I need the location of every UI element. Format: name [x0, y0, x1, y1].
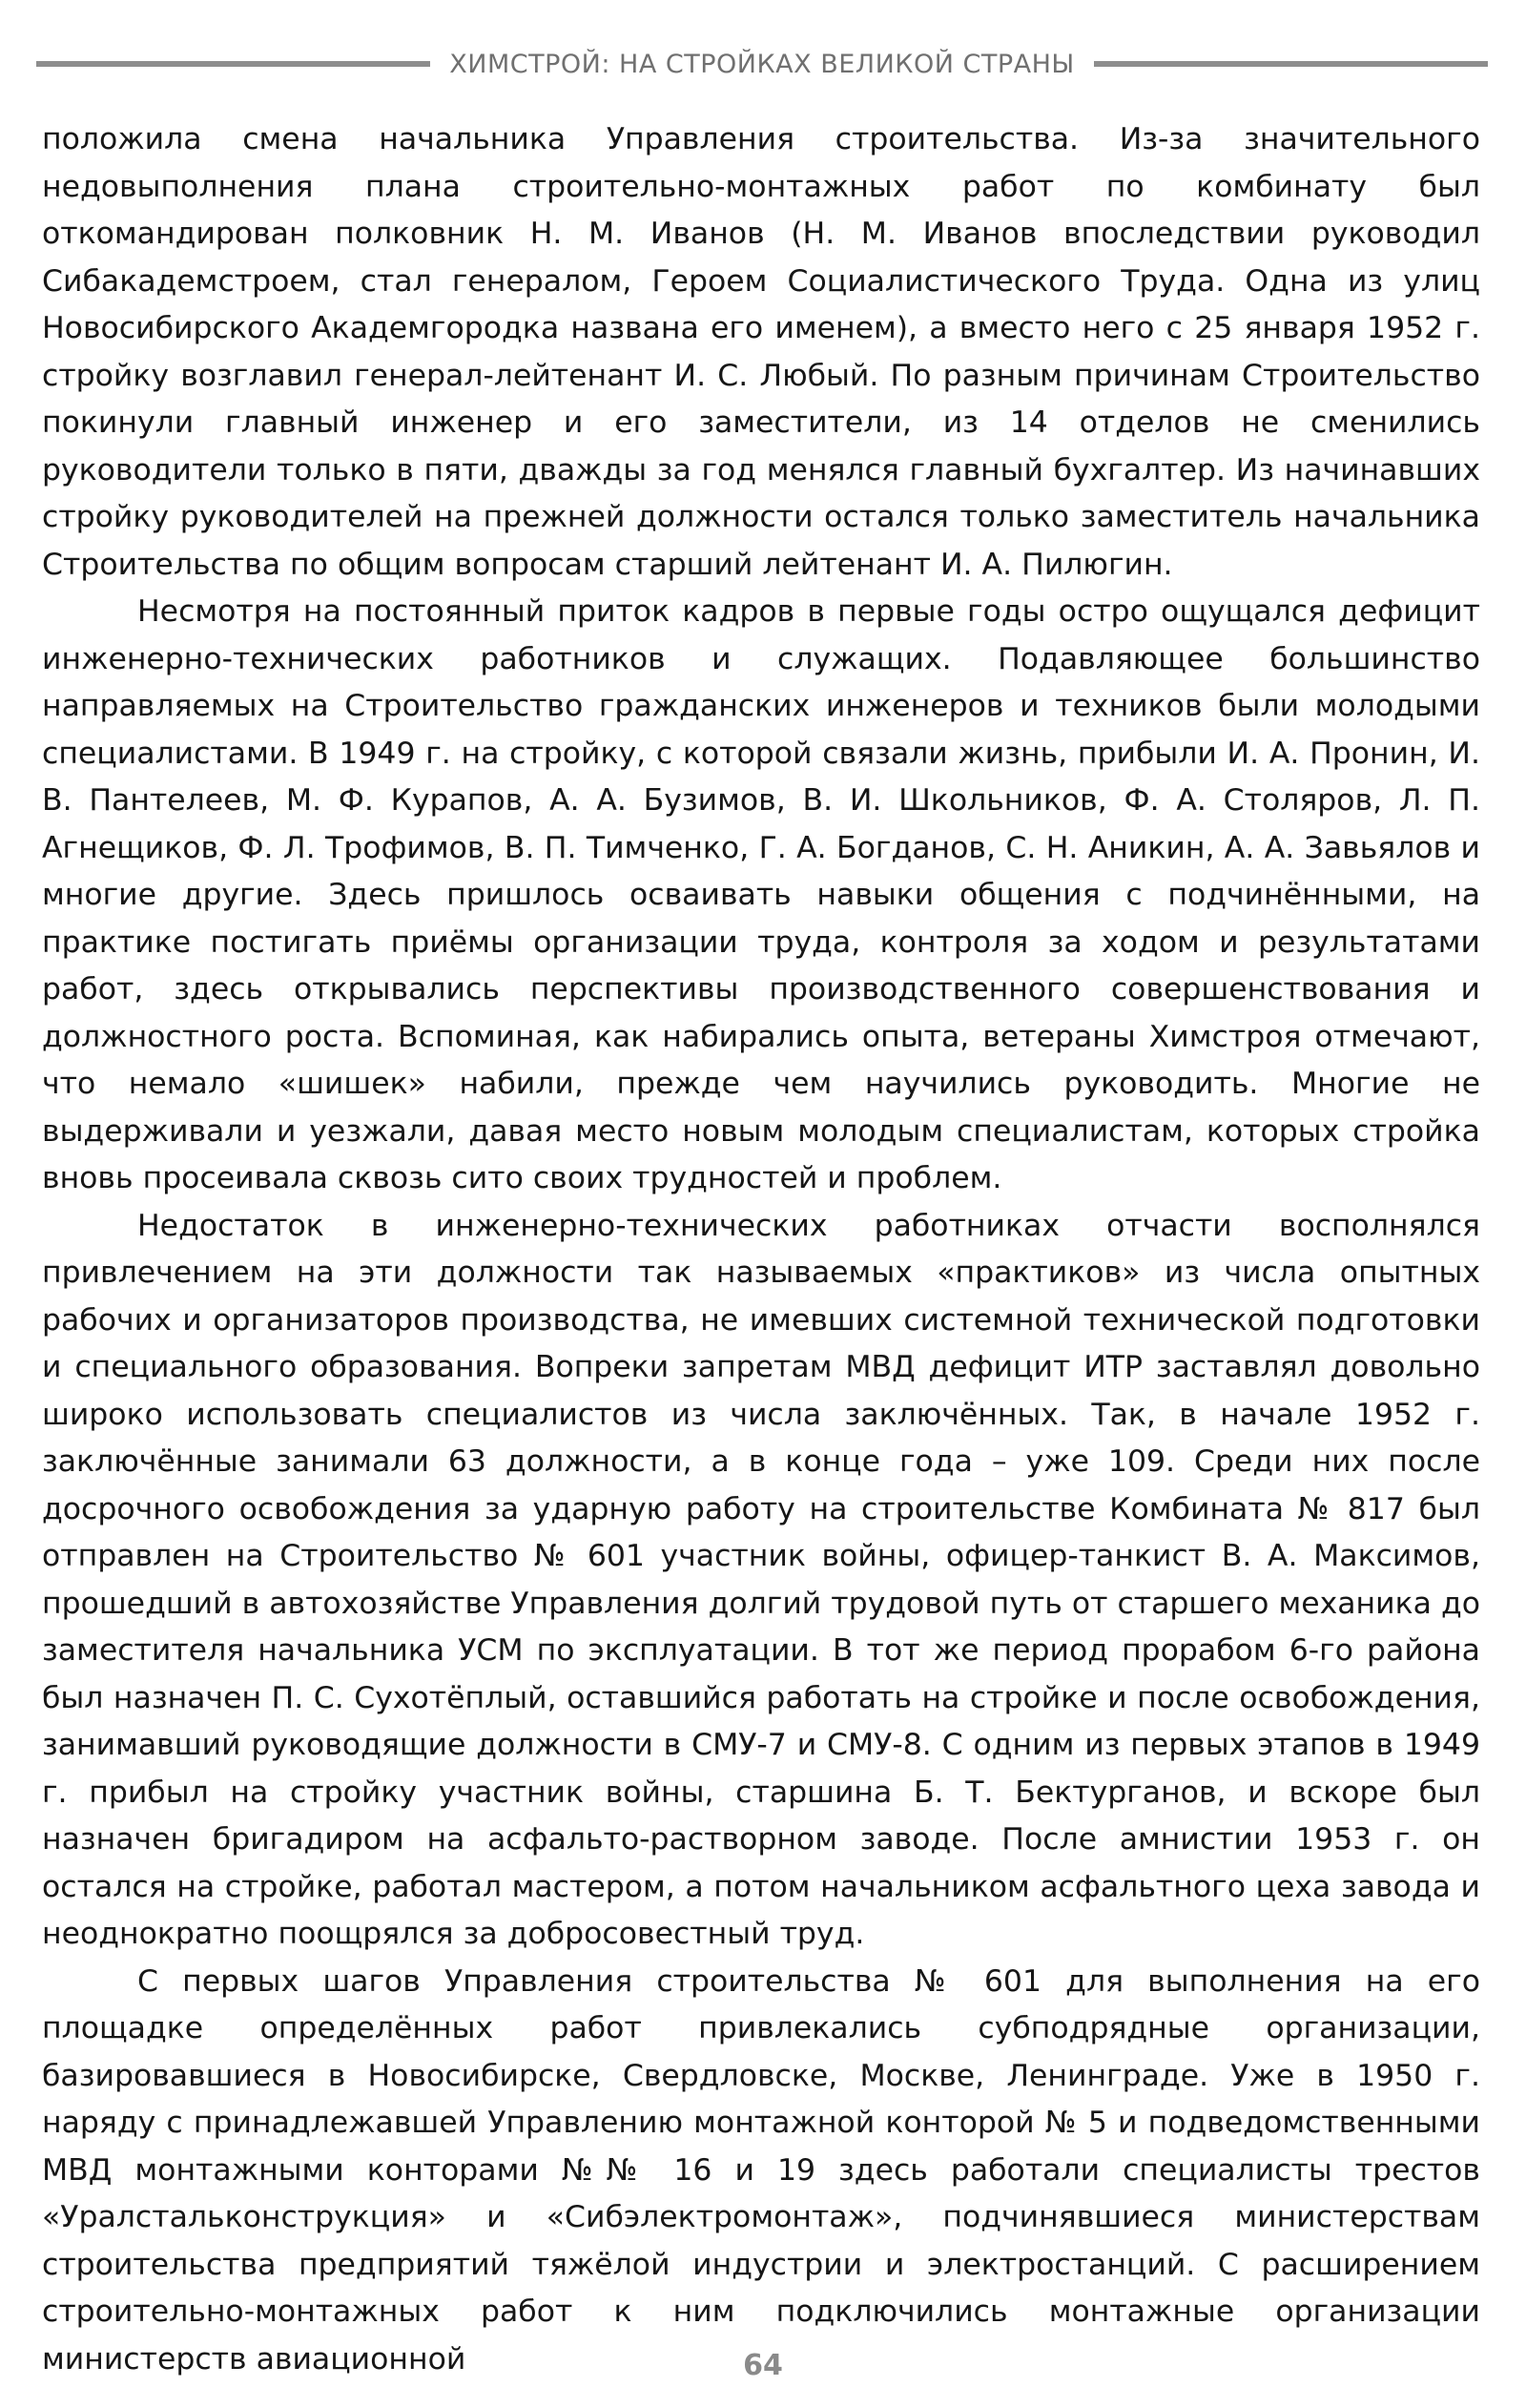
paragraph: Недостаток в инженерно-технических работниках отчасти восполнялся привлечением на эти должности так называемых «практиков» из числа опытных рабочих и организаторов производства, не имевших системной технической подготовки и специального образования. Вопреки запретам МВД дефицит ИТР заставлял довольно широко использовать специалистов из числа заключённых. Так, в начале 1952 г. заключённые занимали 63 должности, а в конце года – уже 109. Среди них после досрочного освобождения за ударную работу на строительстве Комбината № 817 был отправлен на Строительство № 601 участник войны, офицер-танкист В. А. Максимов, прошедший в автохозяйстве Управления долгий трудовой путь от старшего механика до заместителя начальника УСМ по эксплуатации. В тот же период прорабом 6-го района был назначен П. С. Сухотёплый, оставшийся работать на стройке и после освобождения, занимавший руководящие должности в СМУ-7 и СМУ-8. С одним из первых этапов в 1949 г. прибыл на стройку участник войны, старшина Б. Т. Бектурганов, и вскоре был назначен бригадиром на асфальто-растворном заводе. После амнистии 1953 г. он остался на стройке, работал мастером, а потом начальником асфальтного цеха завода и неоднократно поощрялся за добросовестный труд. — [42, 1208, 1481, 1951]
running-header-title: ХИМСТРОЙ: НА СТРОЙКАХ ВЕЛИКОЙ СТРАНЫ — [449, 49, 1075, 79]
header-rule-left — [36, 61, 430, 67]
page-number: 64 — [743, 2349, 783, 2382]
paragraph: С первых шагов Управления строительства № 601 для выполнения на его площадке определённых работ привлекались субподрядные организации, базировавшиеся в Новосибирске, Свердловске, Москве, Ленинграде. Уже в 1950 г. наряду с принадлежавшей Управлению монтажной конторой № 5 и подведомственными МВД монтажными конторами №№ 16 и 19 здесь работали специалисты трестов «Уралстальконструкция» и «Сибэлектромонтаж», подчинявшиеся министерствам строительства предприятий тяжёлой индустрии и электростанций. С расширением строительно-монтажных работ к ним подключились монтажные организации министерств авиационной — [42, 1963, 1480, 2377]
running-header — [36, 40, 1488, 88]
body-text — [42, 116, 1480, 2383]
paragraph: Несмотря на постоянный приток кадров в первые годы остро ощущался дефицит инженерно-технических работников и служащих. Подавляющее большинство направляемых на Строительство гражданских инженеров и техников были молодыми специалистами. В 1949 г. на стройку, с которой связали жизнь, прибыли И. А. Пронин, И. В. Пантелеев, М. Ф. Курапов, А. А. Бузимов, В. И. Школьников, Ф. А. Столяров, Л. П. Агнещиков, Ф. Л. Трофимов, В. П. Тимченко, Г. А. Богданов, С. Н. Аникин, А. А. Завьялов и многие другие. Здесь пришлось осваивать навыки общения с подчинёнными, на практике постигать приёмы организации труда, контроля за ходом и результатами работ, здесь открывались перспективы производственного совершенствования и должностного роста. Вспоминая, как набирались опыта, ветераны Химстроя отмечают, что немало «шишек» набили, прежде чем научились руководить. Многие не выдерживали и уезжали, давая место новым молодым специалистам, которых стройка вновь просеивала сквозь сито своих трудностей и проблем. — [42, 594, 1480, 1195]
header-rule-right — [1094, 61, 1488, 67]
paragraph: положила смена начальника Управления строительства. Из-за значительного недовыполнения плана строительно-монтажных работ по комбинату был откомандирован полковник Н. М. Иванов (Н. М. Иванов впоследствии руководил Сибакадемстроем, стал генералом, Героем Социалистического Труда. Одна из улиц Новосибирского Академгородка названа его именем), а вместо него с 25 января 1952 г. стройку возглавил генерал-лейтенант И. С. Любый. По разным причинам Строительство покинули главный инженер и его заместители, из 14 отделов не сменились руководители только в пяти, дважды за год менялся главный бухгалтер. Из начинавших стройку руководителей на прежней должности остался только заместитель начальника Строительства по общим вопросам старший лейтенант И. А. Пилюгин. — [42, 122, 1480, 582]
